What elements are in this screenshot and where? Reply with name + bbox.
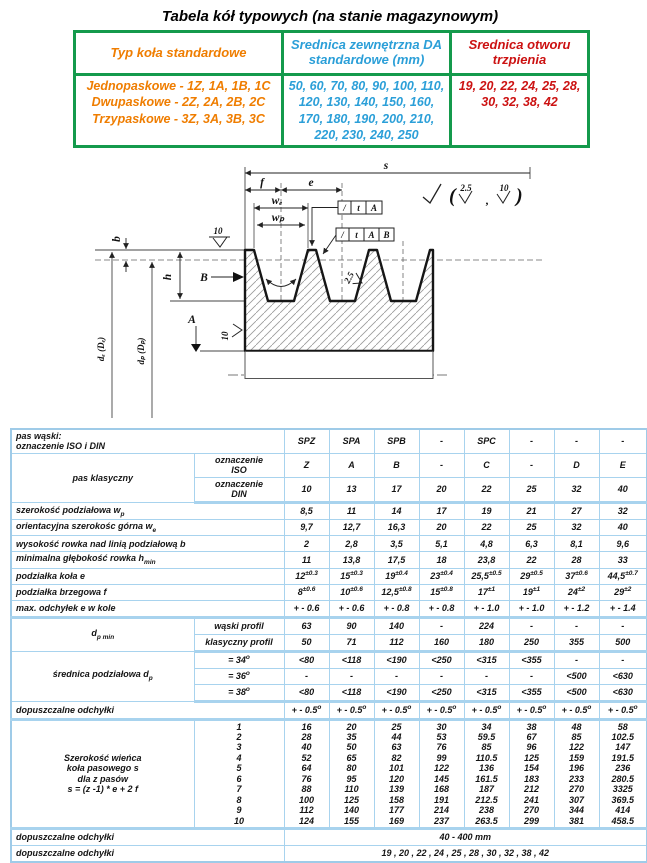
spec-value: 10	[284, 477, 329, 502]
spec-value: -	[374, 668, 419, 684]
global-comma: ,	[486, 195, 489, 207]
spec-value: $37^{\pm 0.6}$	[554, 568, 599, 584]
spec-value: -	[599, 617, 647, 634]
spec-value: -	[419, 668, 464, 684]
spec-value: $12^{\pm 0.3}$	[284, 568, 329, 584]
spec-value: $17^{\pm 1}$	[464, 584, 509, 600]
spec-value: B	[374, 453, 419, 477]
spec-value: + - 1.0	[509, 600, 554, 617]
spec-row-label: max. odchyłek e w kole	[11, 600, 284, 617]
spec-value: 23,8	[464, 552, 509, 568]
tolerance-frame2-datum1: A	[368, 230, 375, 240]
spec-value: $29^{\pm 0.5}$	[509, 568, 554, 584]
spec-value: -	[599, 429, 647, 453]
spec-value: 50	[284, 634, 329, 651]
spec-value: -	[554, 617, 599, 634]
page-title: Tabela kół typowych (na stanie magazynowym)	[161, 8, 499, 25]
spec-value: + - 0.6	[329, 600, 374, 617]
spec-value: 8,1	[554, 536, 599, 552]
spec-row-label: minimalna głębokość rowka $h_{min}$	[11, 552, 284, 568]
spec-value: 25 44 63 82 101 120 139 158 177 169	[374, 719, 419, 828]
dim-we-label: wₑ	[271, 195, 283, 207]
spec-value: + - 0.5$^o$	[419, 701, 464, 719]
spec-value: 28	[554, 552, 599, 568]
spec-table	[10, 428, 647, 863]
roughness-bottom-value: 10	[220, 331, 230, 341]
spec-value: 14	[374, 502, 419, 519]
spec-value: + - 0.5$^o$	[599, 701, 647, 719]
datum-b-triangle	[233, 272, 244, 282]
spec-row-label: dopuszczalne odchyłki	[11, 845, 284, 862]
stock-header-diameters: Srednica zewnętrzna DA standardowe (mm)	[283, 32, 451, 75]
spec-value: A	[329, 453, 374, 477]
spec-value: Z	[284, 453, 329, 477]
spec-value: <630	[599, 668, 647, 684]
spec-value: 40 - 400 mm	[284, 828, 647, 845]
spec-value: 25	[509, 477, 554, 502]
spec-value: $15^{\pm 0.3}$	[329, 568, 374, 584]
spec-value: + - 0.6	[284, 600, 329, 617]
spec-value: + - 0.8	[419, 600, 464, 617]
spec-value: 140	[374, 617, 419, 634]
dim-b-label: b	[111, 236, 123, 242]
spec-value: -	[329, 668, 374, 684]
spec-value: <630	[599, 684, 647, 701]
spec-value: C	[464, 453, 509, 477]
global-roughness-2: 10	[499, 183, 509, 193]
spec-value: SPB	[374, 429, 419, 453]
roughness-groove-value: 2.5	[341, 270, 357, 285]
spec-value: <315	[464, 651, 509, 668]
spec-value: 355	[554, 634, 599, 651]
spec-value: D	[554, 453, 599, 477]
spec-value: + - 0.5$^o$	[284, 701, 329, 719]
spec-value: + - 0.5$^o$	[464, 701, 509, 719]
spec-sub-label: 1 2 3 4 5 6 7 8 9 10	[194, 719, 284, 828]
spec-value: 40	[599, 477, 647, 502]
spec-sub-label: = $38^o$	[194, 684, 284, 701]
spec-value: $24^{\pm 2}$	[554, 584, 599, 600]
spec-value: + - 1.0	[464, 600, 509, 617]
spec-row-label: podziałka brzegowa f	[11, 584, 284, 600]
spec-value: 2	[284, 536, 329, 552]
spec-row-label: orientacyjna szerokośc górna $w_e$	[11, 519, 284, 535]
roughness-top-value: 10	[213, 226, 223, 236]
global-roughness-note	[423, 183, 523, 207]
spec-value: 21	[509, 502, 554, 519]
tolerance-frame1	[338, 201, 382, 214]
spec-value: $10^{\pm 0.6}$	[329, 584, 374, 600]
tolerance-frame2	[336, 228, 394, 241]
spec-value: 160	[419, 634, 464, 651]
diam-de-label: dₑ (Dₑ)	[96, 336, 106, 362]
spec-value: -	[284, 668, 329, 684]
stock-type-line: Jednopaskowe - 1Z, 1A, 1B, 1C	[86, 79, 271, 93]
spec-value: 11	[284, 552, 329, 568]
spec-row-label: $d_{p min}$	[11, 617, 194, 651]
spec-value: 32	[554, 519, 599, 535]
roughness-bottom-check-icon	[232, 324, 242, 337]
tolerance-frame1-t: t	[357, 203, 360, 213]
stock-type-line: Dwupaskowe - 2Z, 2A, 2B, 2C	[91, 95, 266, 110]
spec-value: 17,5	[374, 552, 419, 568]
spec-value: $15^{\pm 0.8}$	[419, 584, 464, 600]
spec-value: <355	[509, 684, 554, 701]
spec-value: $23^{\pm 0.4}$	[419, 568, 464, 584]
spec-sub-label: = $34^o$	[194, 651, 284, 668]
spec-value: -	[554, 429, 599, 453]
spec-sub-label: oznaczenie DIN	[194, 477, 284, 502]
global-paren-open: (	[449, 185, 456, 207]
spec-value: <190	[374, 684, 419, 701]
spec-value: 27	[554, 502, 599, 519]
spec-value: 71	[329, 634, 374, 651]
spec-value: <500	[554, 668, 599, 684]
spec-value: 500	[599, 634, 647, 651]
spec-value: 38 67 96 125 154 183 212 241 270 299	[509, 719, 554, 828]
spec-value: <250	[419, 651, 464, 668]
spec-value: <118	[329, 684, 374, 701]
spec-value: + - 0.5$^o$	[374, 701, 419, 719]
spec-value: 4,8	[464, 536, 509, 552]
spec-sub-label: wąski profil	[194, 617, 284, 634]
stock-table	[73, 30, 590, 148]
spec-sub-label: klasyczny profil	[194, 634, 284, 651]
spec-value: -	[509, 617, 554, 634]
stock-header-types: Typ koła standardowe	[75, 32, 283, 75]
spec-value: 12,7	[329, 519, 374, 535]
spec-value: + - 1.4	[599, 600, 647, 617]
spec-value: 48 85 122 159 196 233 270 307 344 381	[554, 719, 599, 828]
spec-value: <315	[464, 684, 509, 701]
spec-row-label: podziałka koła e	[11, 568, 284, 584]
spec-value: <190	[374, 651, 419, 668]
spec-value: + - 1.2	[554, 600, 599, 617]
spec-value: 32	[599, 502, 647, 519]
stock-header-bores: Srednica otworu trzpienia	[451, 32, 589, 75]
spec-value: $19^{\pm 0.4}$	[374, 568, 419, 584]
spec-sub-label: = $36^o$	[194, 668, 284, 684]
spec-value: 33	[599, 552, 647, 568]
dim-e-label: e	[308, 177, 314, 189]
spec-value: 11	[329, 502, 374, 519]
spec-value: 16,3	[374, 519, 419, 535]
spec-row-label: dopuszczalne odchyłki	[11, 828, 284, 845]
spec-value: + - 0.8	[374, 600, 419, 617]
spec-value: 20 35 50 65 80 95 110 125 140 155	[329, 719, 374, 828]
roughness-bottom	[220, 324, 242, 341]
spec-value: 58 102.5 147 191.5 236 280.5 3325 369.5 414 458.5	[599, 719, 647, 828]
spec-value: 90	[329, 617, 374, 634]
roughness-top-check-icon	[213, 237, 227, 247]
spec-value: <118	[329, 651, 374, 668]
global-check-icon	[423, 184, 441, 203]
tolerance-frame1-symbol: /	[343, 203, 346, 213]
spec-value: 17	[374, 477, 419, 502]
pulley-rim-band	[245, 352, 433, 379]
spec-value: <250	[419, 684, 464, 701]
spec-value: 3,5	[374, 536, 419, 552]
datum-a-label: A	[188, 314, 196, 326]
global-paren-close: )	[516, 185, 523, 207]
spec-value: 5,1	[419, 536, 464, 552]
tolerance-frame1-leader	[312, 208, 338, 247]
spec-value: 250	[509, 634, 554, 651]
spec-row-label: dopuszczalne odchyłki	[11, 701, 284, 719]
tolerance-frame2-t: t	[355, 230, 358, 240]
stock-type-line: Trzypaskowe - 3Z, 3A, 3B, 3C	[92, 111, 265, 126]
spec-sub-label: oznaczenie ISO	[194, 453, 284, 477]
stock-types-cell	[75, 75, 283, 147]
spec-value: 22	[464, 519, 509, 535]
diam-dp-label: dₚ (Dₚ)	[136, 337, 146, 365]
spec-value: $29^{\pm 2}$	[599, 584, 647, 600]
spec-value: 8,5	[284, 502, 329, 519]
spec-value: -	[599, 651, 647, 668]
spec-row-label: średnica podziałowa $d_p$	[11, 651, 194, 701]
spec-value: -	[554, 651, 599, 668]
tolerance-frame2-symbol: /	[341, 230, 344, 240]
spec-value: 2,8	[329, 536, 374, 552]
spec-value: 20	[419, 477, 464, 502]
spec-value: 13	[329, 477, 374, 502]
spec-value: 224	[464, 617, 509, 634]
spec-value: 19	[464, 502, 509, 519]
dim-s-label: s	[383, 160, 389, 172]
tolerance-frame2-leader	[323, 235, 336, 254]
spec-value: 180	[464, 634, 509, 651]
spec-value: <80	[284, 684, 329, 701]
spec-value: 63	[284, 617, 329, 634]
spec-value: 13,8	[329, 552, 374, 568]
spec-value: 34 59.5 85 110.5 136 161.5 187 212.5 238 263.5	[464, 719, 509, 828]
spec-value: -	[419, 429, 464, 453]
global-roughness-1: 2.5	[460, 183, 472, 193]
pulley-body-section	[245, 250, 433, 351]
spec-value: 6,3	[509, 536, 554, 552]
spec-value: 22	[509, 552, 554, 568]
spec-value: $44,5^{\pm 0.7}$	[599, 568, 647, 584]
spec-value: + - 0.5$^o$	[329, 701, 374, 719]
spec-value: <80	[284, 651, 329, 668]
spec-value: 22	[464, 477, 509, 502]
spec-value: 9,6	[599, 536, 647, 552]
spec-value: 9,7	[284, 519, 329, 535]
spec-value: -	[509, 429, 554, 453]
tolerance-frame1-datum: A	[370, 203, 378, 213]
spec-value: 18	[419, 552, 464, 568]
spec-value: 17	[419, 502, 464, 519]
spec-row-label: szerokość podziałowa $w_p$	[11, 502, 284, 519]
spec-value: 16 28 40 52 64 76 88 100 112 124	[284, 719, 329, 828]
spec-value: + - 0.5$^o$	[509, 701, 554, 719]
spec-row-label: pas klasyczny	[11, 453, 194, 502]
dim-wp-label: wₚ	[271, 212, 285, 224]
datum-b-label: B	[200, 272, 208, 284]
tolerance-frame2-datum2: B	[383, 230, 390, 240]
spec-value: $19^{\pm 1}$	[509, 584, 554, 600]
dim-f-label: f	[260, 177, 264, 189]
spec-value: 19 , 20 , 22 , 24 , 25 , 28 , 30 , 32 , 38 , 42	[284, 845, 647, 862]
spec-value: -	[419, 617, 464, 634]
spec-value: 112	[374, 634, 419, 651]
spec-row-label: Szerokość wieńca koła pasowego s dla z pasów s = (z -1) * e + 2 f	[11, 719, 194, 828]
spec-value: -	[464, 668, 509, 684]
dim-h-label: h	[162, 273, 174, 281]
spec-value: + - 0.5$^o$	[554, 701, 599, 719]
spec-value: $8^{\pm 0.6}$	[284, 584, 329, 600]
spec-value: -	[509, 668, 554, 684]
spec-value: SPC	[464, 429, 509, 453]
spec-value: 32	[554, 477, 599, 502]
spec-value: <355	[509, 651, 554, 668]
spec-value: -	[419, 453, 464, 477]
spec-value: $25,5^{\pm 0.5}$	[464, 568, 509, 584]
spec-value: E	[599, 453, 647, 477]
spec-value: 40	[599, 519, 647, 535]
spec-value: -	[509, 453, 554, 477]
spec-value: 25	[509, 519, 554, 535]
pulley-groove-drawing	[0, 153, 647, 425]
spec-value: SPA	[329, 429, 374, 453]
datum-a-triangle	[191, 344, 201, 352]
stock-diameters-cell: 50, 60, 70, 80, 90, 100, 110, 120, 130, 140, 150, 160, 170, 180, 190, 200, 210, 220, 230, 240, 250	[283, 75, 451, 147]
spec-value: <500	[554, 684, 599, 701]
spec-value: SPZ	[284, 429, 329, 453]
spec-value: 20	[419, 519, 464, 535]
stock-bores-cell: 19, 20, 22, 24, 25, 28, 30, 32, 38, 42	[451, 75, 589, 147]
spec-row-label: wysokość rowka nad linią podziałową b	[11, 536, 284, 552]
spec-row-label: pas wąski: oznaczenie ISO i DIN	[11, 429, 284, 453]
spec-value: 30 53 76 99 122 145 168 191 214 237	[419, 719, 464, 828]
spec-value: $12,5^{\pm 0.8}$	[374, 584, 419, 600]
